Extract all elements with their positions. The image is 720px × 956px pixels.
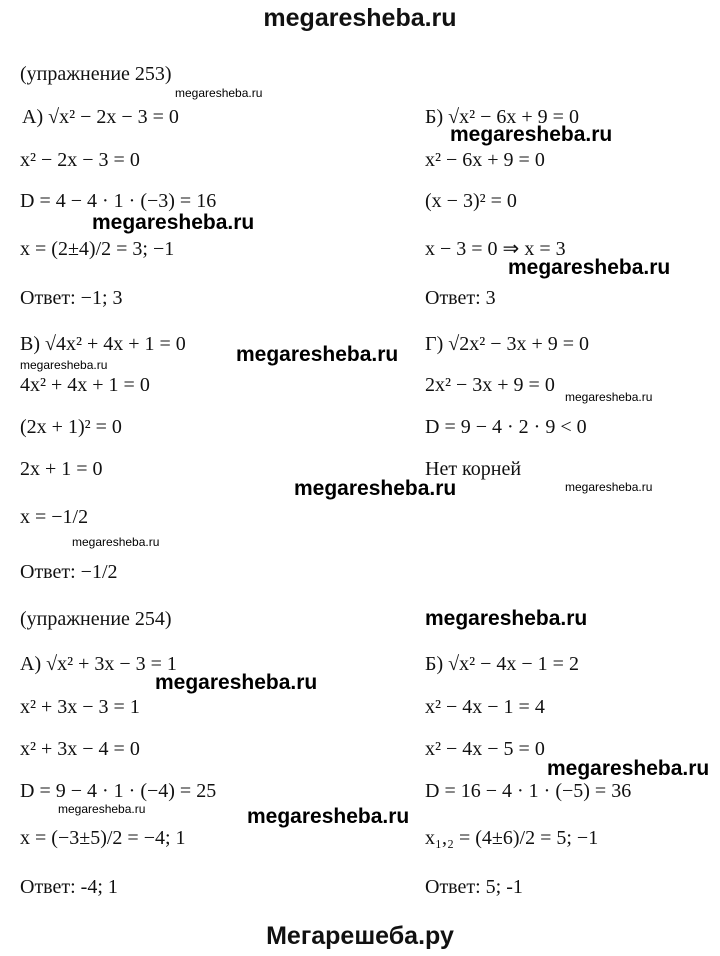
ex253-a-line-3: D = 4 − 4 · 1 · (−3) = 16 — [20, 190, 217, 212]
watermark: megaresheba.ru — [236, 343, 399, 366]
ex253-g-line-2: 2x² − 3x + 9 = 0 — [425, 374, 555, 396]
ex253-v-line-5: x = −1/2 — [20, 506, 89, 528]
ex254-b-answer: Ответ: 5; -1 — [425, 876, 523, 898]
ex254-b-line-5: x₁,₂ = (4±6)/2 = 5; −1 — [425, 827, 599, 849]
watermark: megaresheba.ru — [294, 477, 457, 500]
ex253-v-line-1: В) √4x² + 4x + 1 = 0 — [20, 333, 186, 355]
exercise-254-title: (упражнение 254) — [20, 608, 172, 630]
ex254-b-line-2: x² − 4x − 1 = 4 — [425, 696, 545, 718]
watermark: megaresheba.ru — [20, 358, 108, 372]
watermark: megaresheba.ru — [58, 802, 146, 816]
ex254-a-line-3: x² + 3x − 4 = 0 — [20, 738, 140, 760]
ex253-b-line-1: Б) √x² − 6x + 9 = 0 — [425, 106, 579, 128]
ex253-a-answer: Ответ: −1; 3 — [20, 287, 123, 309]
watermark: megaresheba.ru — [547, 757, 710, 780]
ex253-a-line-1: А) √x² − 2x − 3 = 0 — [22, 106, 179, 128]
ex254-a-line-1: А) √x² + 3x − 3 = 1 — [20, 653, 177, 675]
watermark: megaresheba.ru — [425, 607, 588, 630]
watermark: megaresheba.ru — [247, 805, 410, 828]
watermark: megaresheba.ru — [565, 480, 653, 494]
ex254-b-line-3: x² − 4x − 5 = 0 — [425, 738, 545, 760]
ex253-b-answer: Ответ: 3 — [425, 287, 496, 309]
ex253-b-line-4: x − 3 = 0 ⇒ x = 3 — [425, 238, 566, 260]
ex253-a-line-4: x = (2±4)/2 = 3; −1 — [20, 238, 175, 260]
site-header: megaresheba.ru — [263, 4, 457, 32]
ex253-v-line-3: (2x + 1)² = 0 — [20, 416, 122, 438]
watermark: megaresheba.ru — [508, 256, 671, 279]
watermark: megaresheba.ru — [92, 211, 255, 234]
watermark: megaresheba.ru — [72, 535, 160, 549]
ex253-v-line-4: 2x + 1 = 0 — [20, 458, 103, 480]
ex253-v-line-2: 4x² + 4x + 1 = 0 — [20, 374, 150, 396]
ex253-b-line-2: x² − 6x + 9 = 0 — [425, 149, 545, 171]
watermark: megaresheba.ru — [565, 390, 653, 404]
watermark: megaresheba.ru — [175, 86, 263, 100]
ex254-b-line-4: D = 16 − 4 · 1 · (−5) = 36 — [425, 780, 632, 802]
watermark: megaresheba.ru — [450, 123, 613, 146]
ex254-a-line-5: x = (−3±5)/2 = −4; 1 — [20, 827, 186, 849]
site-footer: Мегарешеба.ру — [266, 922, 454, 950]
watermark: megaresheba.ru — [155, 671, 318, 694]
ex253-a-line-2: x² − 2x − 3 = 0 — [20, 149, 140, 171]
ex253-b-line-3: (x − 3)² = 0 — [425, 190, 517, 212]
ex254-b-line-1: Б) √x² − 4x − 1 = 2 — [425, 653, 579, 675]
exercise-253-title: (упражнение 253) — [20, 63, 172, 85]
ex254-a-line-4: D = 9 − 4 · 1 · (−4) = 25 — [20, 780, 217, 802]
ex253-g-answer: Нет корней — [425, 458, 522, 480]
ex254-a-line-2: x² + 3x − 3 = 1 — [20, 696, 140, 718]
ex253-g-line-3: D = 9 − 4 · 2 · 9 < 0 — [425, 416, 587, 438]
ex253-v-answer: Ответ: −1/2 — [20, 561, 118, 583]
ex254-a-answer: Ответ: -4; 1 — [20, 876, 118, 898]
ex253-g-line-1: Г) √2x² − 3x + 9 = 0 — [425, 333, 590, 355]
